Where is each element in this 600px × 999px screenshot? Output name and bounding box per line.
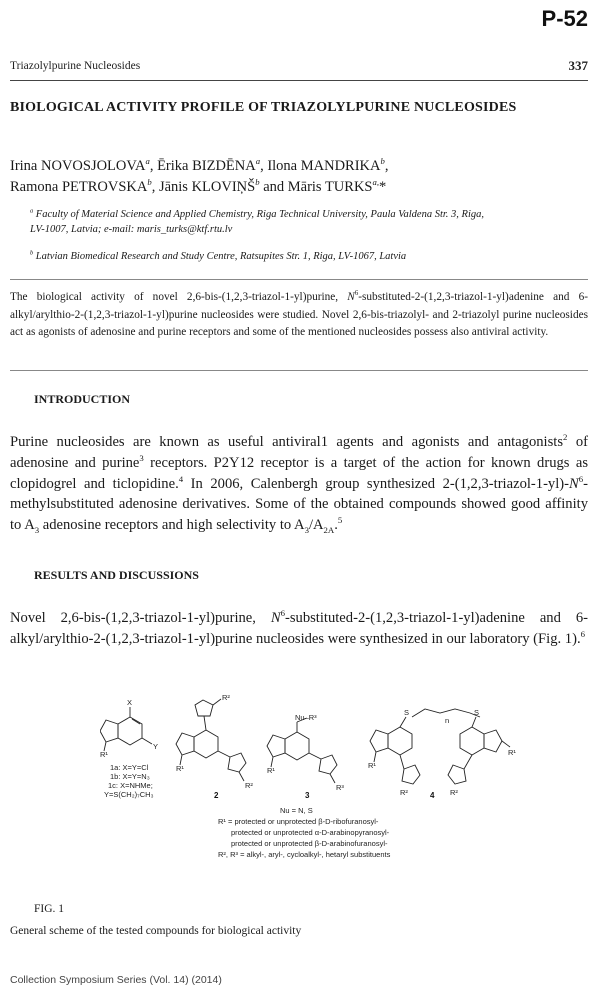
results-paragraph [10,608,588,650]
note-r1-b: protected or unprotected α-D-arabinopyranosyl- [231,828,390,837]
ref-2: 2 [563,432,568,443]
author-separator: and [259,179,288,195]
c3-r1-label: R¹ [267,766,275,775]
ref-6: 6 [580,628,585,639]
author-name: Irina NOVOSJOLOVA [10,158,146,174]
legend-1a: 1a: X=Y=Cl [110,763,149,772]
c4-n-label: n [445,716,450,725]
intro-text: In 2006, Calenbergh group synthesized 2-(1,2,3-triazol-1-yl)- [183,475,570,492]
results-n: N [270,610,281,626]
abstract-text: The biological activity of novel 2,6-bis-(1,2,3-triazol-1-yl)purine, [10,291,348,303]
affiliation-b-text: Latvian Biomedical Research and Study Centre, Ratsupites Str. 1, Riga, LV-1067, Latvia [35,251,407,262]
intro-text: adenosine receptors and high selectivity to A [39,517,305,534]
results-n-sup: 6 [280,608,285,619]
compound-1-structure [100,707,152,751]
c3-nu-label: Nu–R³ [295,713,317,722]
note-r2-r3: R², R³ = alkyl-, aryl-, cycloalkyl-, hetaryl substituents [218,850,391,859]
note-r1-c: protected or unprotected β-D-arabinofuranosyl- [231,839,388,848]
footer-series: Collection Symposium Series (Vol. 14) (2014) [10,974,222,986]
intro-sub: 3 [34,525,40,536]
running-title: Triazolylpurine Nucleosides [10,60,141,72]
affiliation-a-text-2: LV-1007, Latvia; e-mail: maris_turks@ktf.rtu.lv [30,224,233,235]
c4-s-left-label: S [404,708,410,717]
abstract-n: N [347,291,355,303]
author-separator: , [149,158,158,174]
c1-x-label: X [127,698,133,707]
introduction-paragraph [10,432,588,536]
results-text: Novel 2,6-bis-(1,2,3-triazol-1-yl)purine, [10,610,271,626]
abstract-top-rule [10,279,588,280]
c4-r2-right-label: R² [450,788,458,797]
author-name: Ērika BIZDĒNA [157,158,256,174]
c1-r1-label: R¹ [100,750,108,759]
figure-caption: General scheme of the tested compounds for biological activity [10,925,302,937]
c4-r2-left-label: R² [400,788,408,797]
author-name: Ramona PETROVSKA [10,179,148,195]
figure-label: FIG. 1 [34,903,65,915]
intro-text: Purine nucleosides are known as useful antiviral1 agents and agonists and antagonists [10,434,564,450]
c4-s-right-label: S [474,708,480,717]
author-affiliation-mark: a, [372,177,379,188]
compound-3-structure [267,718,337,783]
intro-n-sup: 6 [578,473,584,484]
c4-r1-left-label: R¹ [368,761,376,770]
compound-2-number: 2 [214,791,219,800]
paper-code: P-52 [541,6,588,31]
note-nu: Nu = N, S [280,806,313,815]
author-name: Jānis KLOVIŅŠ [158,179,256,195]
affiliation-a-text: Faculty of Material Science and Applied Chemistry, Riga Technical University, Paula Valdena Str. 3, Riga, [35,209,485,220]
affiliation-a-mark: a [30,207,34,215]
c2-r2-label: R² [245,781,253,790]
results-heading: RESULTS AND DISCUSSIONS [34,568,199,582]
author-affiliation-mark: a [255,156,261,167]
intro-sub: 3 [304,525,309,536]
introduction-heading: INTRODUCTION [34,392,131,406]
header-rule [10,80,588,81]
results-text: -substituted-2-(1,2,3-triazol-1-yl)adenine and 6-alkyl/arylthio-2-(1,2,3-triazol-1-yl)purine nucleosides were synthesized in our laboratory (Fig. 1). [10,610,588,647]
page-number: 337 [568,58,588,73]
author-separator: , [260,158,268,174]
c2-r1-label: R¹ [176,764,184,773]
c3-r3-label: R³ [336,783,344,792]
c1-y-label: Y [153,742,159,751]
intro-text: of adenosine and purine [10,434,588,471]
paper-title: BIOLOGICAL ACTIVITY PROFILE OF TRIAZOLYLPURINE NUCLEOSIDES [10,100,517,115]
ref-5: 5 [337,515,343,526]
author-separator: , [151,179,159,195]
legend-1b: 1b: X=Y=N₃ [110,772,150,781]
compound-2-structure [176,699,246,781]
intro-text: receptors. P2Y12 receptor is a target of the action for known drugs as clopidogrel and ticlopidine. [10,454,588,492]
chemical-structures-figure [100,695,520,885]
author-name: Ilona MANDRIKA [267,158,381,174]
ref-3: 3 [139,452,144,463]
affiliation-a [30,207,580,237]
compound-4-structure [370,709,510,784]
note-r1-a: R¹ = protected or unprotected β-D-ribofuranosyl- [218,817,379,826]
author-name: Māris TURKS [287,179,373,195]
intro-text: . [334,517,338,534]
abstract-n-sup: 6 [354,290,359,298]
abstract [10,289,588,342]
author-affiliation-mark: b [380,156,385,167]
intro-n: N [569,475,579,492]
c2-r2-top-label: R² [222,695,230,702]
abstract-bottom-rule [10,370,588,371]
intro-sub: 2A [323,525,335,536]
author-list [10,156,588,198]
author-affiliation-mark: a [145,156,150,167]
affiliation-b-mark: b [30,249,34,257]
c4-r1-right-label: R¹ [508,748,516,757]
affiliation-b [30,249,580,264]
compound-4-number: 4 [430,791,435,800]
ref-4: 4 [178,473,184,484]
intro-text: /A [308,517,324,534]
author-affiliation-mark: b [147,177,152,188]
intro-text: -methylsubstituted adenosine derivatives. Some of the obtained compounds showed good affinity to A [10,475,588,534]
legend-1c: 1c: X=NHMe; [108,781,153,790]
compound-3-number: 3 [305,791,310,800]
author-separator: , [384,158,389,174]
abstract-text-2: -substituted-2-(1,2,3-triazol-1-yl)adenine and 6-alkyl/arylthio-2-(1,2,3-triazol-1-yl)purine nucleosides were studied. Novel 2,6-bis-triazolyl- and 2-triazolyl purine nucleosides act as agonists of adenosine and purine receptors and some of the mentioned nucleosides possess also antiviral activity. [10,291,588,338]
author-separator: * [379,179,387,195]
author-affiliation-mark: b [255,177,260,188]
legend-1c-2: Y=S(CH₂)₇CH₃ [104,790,154,799]
